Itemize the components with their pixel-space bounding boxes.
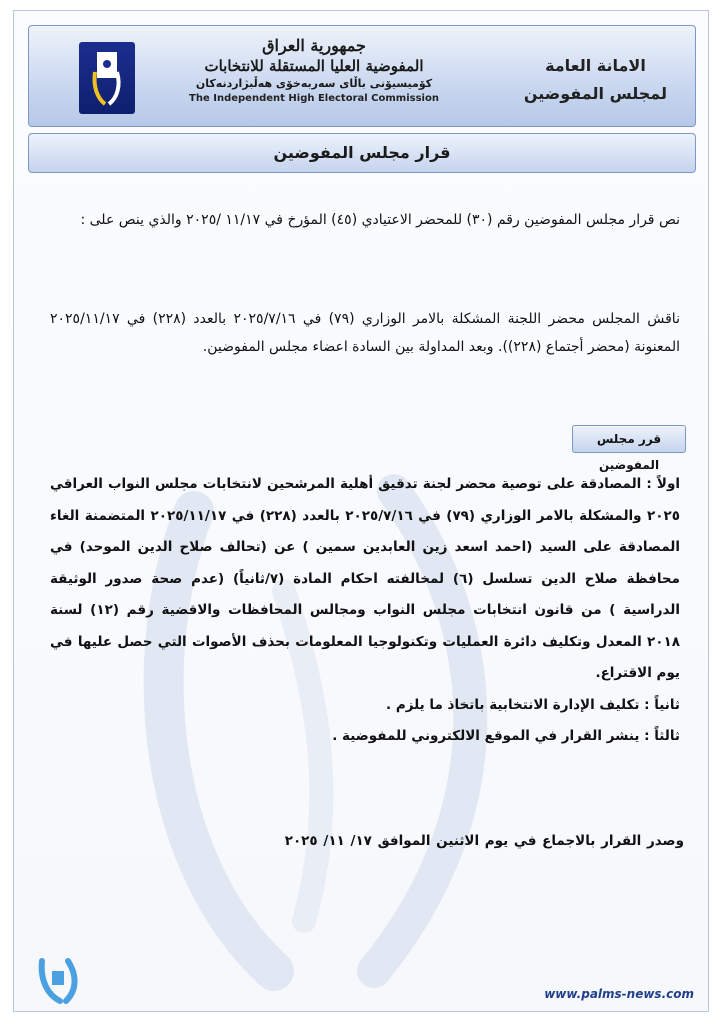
website-watermark: www.palms-news.com — [544, 987, 694, 1001]
org-name-ar-line2: المفوضية العليا المستقلة للانتخابات — [204, 57, 424, 75]
decision-item-first: اولاً : المصادقة على توصية محضر لجنة تدقيق أهلية المرشحين لانتخابات مجلس النواب العراقي ٢٠٢٥ والمشكلة بالامر الوزاري (٧٩) في ٢٠٢٥/٧/١٦ بالعدد (٢٢٨) في ٢٠٢٥/١١/١٧ المتضمنة الغاء المصادقة على السيد (احمد اسعد زين العابدين سمين ) عن (تحالف صلاح الدين الموحد) في محافظة صلاح الدين تسلسل (٦) لمخالفته احكام المادة (٧/ثانياً) (عدم صحة صدور الوثيقة الدراسية ) من قانون انتخابات مجلس النواب ومجالس المحافظات والاقضية رقم (١٢) لسنة ٢٠١٨ المعدل وتكليف دائرة العمليات وتكنولوجيا المعلومات بحذف الأصوات التي حصل عليها في يوم الاقتراع. — [50, 476, 680, 681]
decision-label: قرر مجلس المفوضين — [572, 425, 686, 453]
org-name-ar-line1: جمهورية العراق — [262, 36, 366, 55]
commission-logo-icon — [79, 42, 135, 114]
organization-name — [149, 36, 479, 122]
intro-text: نص قرار مجلس المفوضين رقم (٣٠) للمحضر الاعتيادي (٤٥) المؤرخ في ١١/١٧ /٢٠٢٥ والذي ينص على : — [80, 212, 680, 228]
org-name-ku: كۆمیسیۆنی باڵای سەربەخۆی هەڵبژاردنەکان — [195, 77, 433, 90]
secretariat-label — [524, 52, 667, 108]
decision-items — [50, 469, 680, 753]
document-header — [28, 25, 696, 127]
decision-item-third: ثالثاً : ينشر القرار في الموقع الالكتروني للمفوضية . — [332, 728, 680, 744]
secretariat-line2: لمجلس المفوضين — [523, 84, 667, 103]
commission-mark-icon — [34, 951, 94, 1007]
decision-item-second: ثانياً : تكليف الإدارة الانتخابية باتخاذ ما يلزم . — [386, 696, 680, 713]
org-name-en: The Independent High Electoral Commission — [189, 93, 439, 104]
document-title: قرار مجلس المفوضين — [28, 133, 696, 173]
discussion-paragraph: ناقش المجلس محضر اللجنة المشكلة بالامر الوزاري (٧٩) في ٢٠٢٥/٧/١٦ بالعدد (٢٢٨) في ٢٠٢٥/١١/١٧ المعنونة (محضر أجتماع (٢٢٨)). وبعد المداولة بين السادة اعضاء مجلس المفوضين. — [50, 311, 680, 355]
closing-statement: وصدر القرار بالاجماع في يوم الاثنين الموافق ١٧/ ١١/ ٢٠٢٥ — [284, 833, 684, 849]
document-page — [13, 10, 709, 1012]
secretariat-line1: الامانة العامة — [545, 56, 646, 75]
